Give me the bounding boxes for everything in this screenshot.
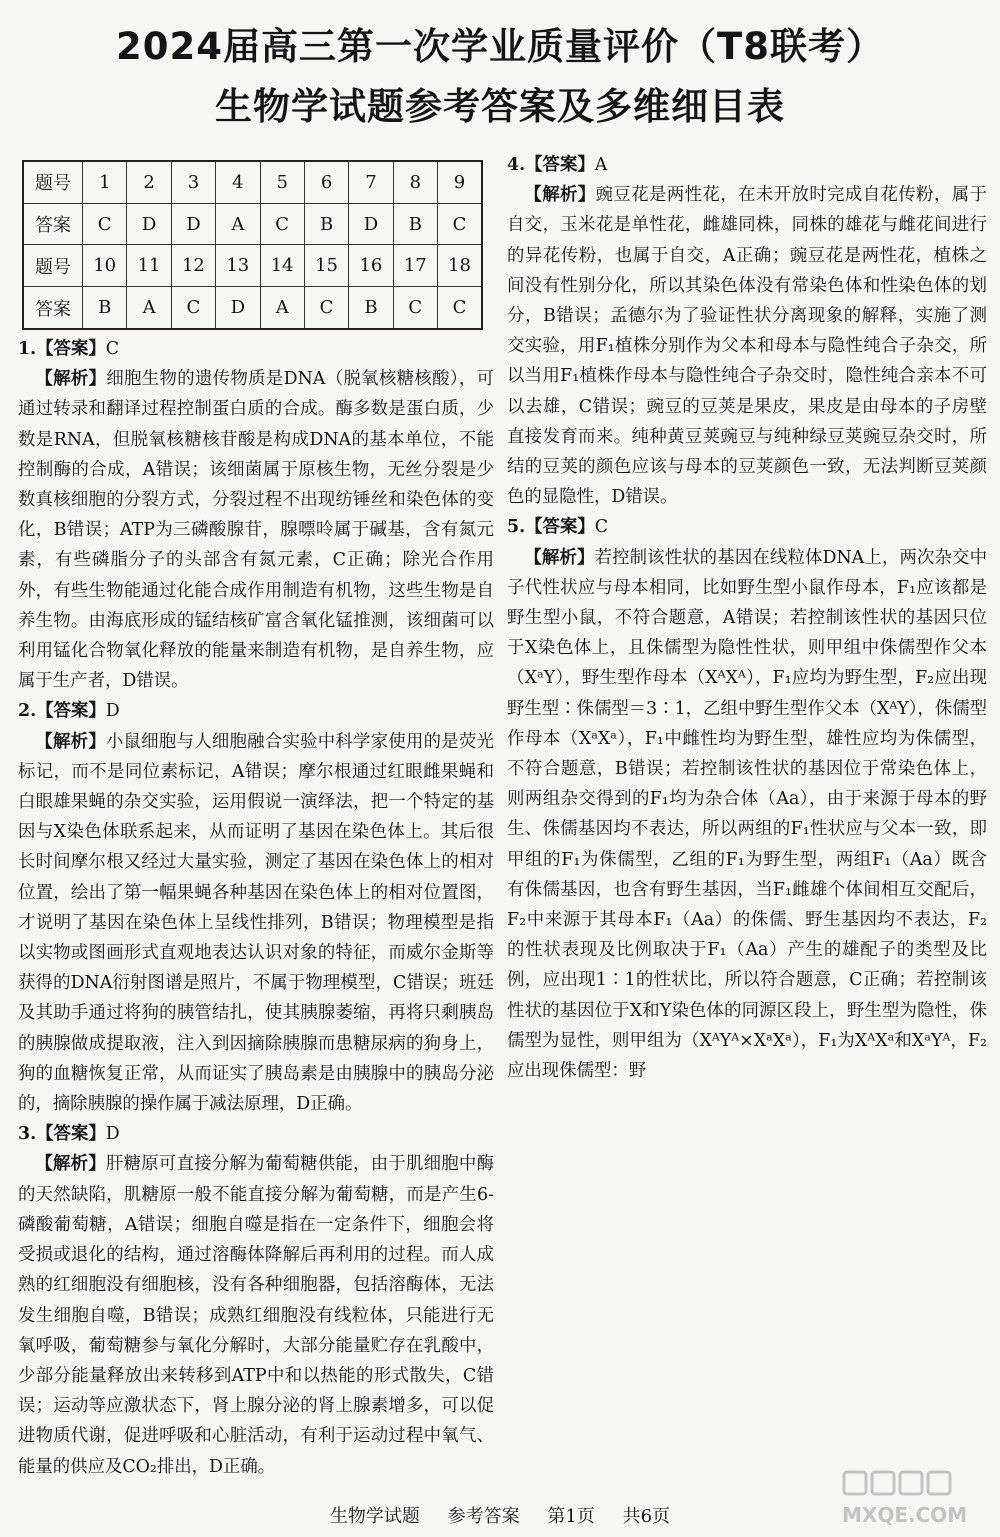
question-number: 16	[349, 245, 393, 287]
question-number: 17	[393, 245, 437, 287]
answer-cell: D	[127, 203, 171, 245]
table-row	[23, 245, 482, 287]
analysis-label: 【解析】	[524, 547, 595, 568]
question-number: 4	[216, 161, 260, 203]
answer-cell: C	[304, 287, 348, 329]
question-number: 2	[127, 161, 171, 203]
page-title-line2: 生物学试题参考答案及多维细目表	[215, 85, 785, 128]
question-header	[507, 512, 987, 542]
question-number: 12	[171, 245, 215, 287]
footer-subject: 生物学试题	[329, 1506, 420, 1527]
answer-cell: C	[438, 287, 483, 329]
analysis-label: 【解析】	[35, 731, 106, 752]
question-number: 6	[304, 161, 348, 203]
answer-cell: D	[216, 287, 260, 329]
answer-cell: A	[260, 287, 304, 329]
footer-doc: 参考答案	[447, 1506, 520, 1527]
answer-cell: C	[83, 203, 127, 245]
page-title-line1: 2024届高三第一次学业质量评价（T8联考）	[116, 25, 884, 68]
answer-label: 【答案】	[525, 155, 595, 175]
answer-cell: C	[171, 287, 215, 329]
row-label-answer: 答案	[23, 287, 83, 329]
question-number: 14	[260, 245, 304, 287]
question-number: 7	[349, 161, 393, 203]
table-row	[23, 203, 482, 245]
left-column	[18, 334, 494, 1482]
question-header	[507, 150, 987, 180]
answer-cell: D	[349, 203, 393, 245]
answer-value: C	[594, 517, 609, 538]
answer-cell: B	[349, 287, 393, 329]
answer-label: 【答案】	[36, 701, 106, 722]
answer-cell: C	[393, 287, 437, 329]
question-number: 15	[304, 245, 348, 287]
answer-value: D	[105, 1124, 120, 1145]
watermark-text: MXQE.COM	[842, 1503, 968, 1527]
question-number: 11	[127, 245, 171, 287]
analysis-paragraph	[18, 727, 494, 1120]
table-row	[23, 161, 482, 203]
analysis-label: 【解析】	[35, 1154, 106, 1175]
answer-cell: A	[216, 203, 260, 245]
answer-cell: A	[127, 287, 171, 329]
question-number: 13	[216, 245, 260, 287]
answer-cell: C	[260, 203, 304, 245]
answer-cell: B	[304, 203, 348, 245]
answer-value: C	[105, 339, 120, 359]
answer-cell: B	[393, 203, 437, 245]
analysis-text: 小鼠细胞与人细胞融合实验中科学家使用的是荧光标记，而不是同位素标记，A错误；摩尔根通过红眼雌果蝇和白眼雄果蝇的杂交实验，运用假说一演绎法，把一个特定的基因与X染色体联系起来，从而证明了基因在染色体上。其后很长时间摩尔根又经过大量实验，测定了基因在染色体上的相对位置，绘出了第一幅果蝇各种基因在染色体上的相对位置图，才说明了基因在染色体上呈线性排列，B错误；物理模型是指以实物或图画形式直观地表达认识对象的特征，而威尔金斯等获得的DNA衍射图谱是照片，不属于物理模型，C错误；班廷及其助手通过将狗的胰管结扎，使其胰腺萎缩，再将只剩胰岛的胰腺做成提取液，注入到因摘除胰腺而患糖尿病的狗身上，狗的血糖恢复正常，从而证实了胰岛素是由胰腺中的胰岛分泌的，摘除胰腺的操作属于减法原理，D正确。	[18, 731, 494, 1115]
analysis-paragraph	[18, 1149, 494, 1481]
answer-cell: D	[171, 203, 215, 245]
question-number: 3.	[18, 1124, 37, 1145]
question-number: 18	[438, 245, 483, 287]
analysis-label: 【解析】	[524, 185, 596, 206]
analysis-text: 细胞生物的遗传物质是DNA（脱氧核糖核酸），可通过转录和翻译过程控制蛋白质的合成。酶多数是蛋白质，少数是RNA，但脱氧核糖核苷酸是构成DNA的基本单位，不能控制酶的合成，A错误；该细菌属于原核生物，无丝分裂是少数真核细胞的分裂方式，分裂过程不出现纺锤丝和染色体的变化，B错误；ATP为三磷酸腺苷，腺嘌呤属于碱基，含有氮元素，有些磷脂分子的头部含有氮元素，C正确；除光合作用外，有些生物能通过化能合成作用制造有机物，这些生物是自养生物。由海底形成的锰结核矿富含氧化锰推测，该细菌可以利用锰化合物氧化释放的能量来制造有机物，是自养生物，应属于生产者，D错误。	[18, 369, 494, 692]
question-header	[18, 1119, 494, 1149]
analysis-paragraph	[507, 180, 987, 512]
question-number: 10	[83, 245, 127, 287]
answer-label: 【答案】	[36, 339, 106, 359]
watermark-logo-icon	[838, 1468, 990, 1528]
question-header	[18, 696, 494, 726]
analysis-label: 【解析】	[35, 369, 107, 390]
footer-total: 共6页	[622, 1506, 671, 1527]
analysis-paragraph	[18, 364, 494, 696]
question-number: 1	[83, 161, 127, 203]
question-number: 4.	[507, 155, 526, 175]
question-number: 9	[438, 161, 483, 203]
answer-label: 【答案】	[525, 517, 595, 538]
question-header	[18, 334, 494, 364]
question-number: 3	[171, 161, 215, 203]
row-label-number: 题号	[23, 161, 83, 203]
analysis-text: 肝糖原可直接分解为葡萄糖供能，由于肌细胞中酶的天然缺陷，肌糖原一般不能直接分解为葡萄糖，而是产生6-磷酸葡萄糖，A错误；细胞自噬是指在一定条件下，细胞会将受损或退化的结构，通过溶酶体降解后再利用的过程。而人成熟的红细胞没有细胞核，没有各种细胞器，包括溶酶体，无法发生细胞自噬，B错误；成熟红细胞没有线粒体，只能进行无氧呼吸，葡萄糖参与氧化分解时，大部分能量贮存在乳酸中，少部分能量释放出来转移到ATP中和以热能的形式散失，C错误；运动等应激状态下，肾上腺分泌的肾上腺素增多，可以促进物质代谢，促进呼吸和心脏活动，有利于运动过程中氧气、能量的供应及CO₂排出，D正确。	[18, 1154, 494, 1477]
row-label-answer: 答案	[23, 203, 83, 245]
answer-label: 【答案】	[36, 1124, 106, 1145]
table-row	[23, 287, 482, 329]
answer-cell: C	[438, 203, 483, 245]
question-number: 2.	[18, 701, 37, 722]
analysis-text: 若控制该性状的基因在线粒体DNA上，两次杂交中子代性状应与母本相同，比如野生型小鼠作母本，F₁应该都是野生型小鼠，不符合题意，A错误；若控制该性状的基因只位于X染色体上，且侏儒型为隐性性状，则甲组中侏儒型作父本（XᵃY），野生型作母本（XᴬXᴬ），F₁应均为野生型，F₂应出现野生型∶侏儒型＝3∶1，乙组中野生型作父本（XᴬY），侏儒型作母本（XᵃXᵃ），F₁中雌性均为野生型，雄性应均为侏儒型，不符合题意，B错误；若控制该性状的基因位于常染色体上，则两组杂交得到的F₁均为杂合体（Aa），由于来源于母本的野生、侏儒基因均不表达，所以两组的F₁性状应与父本一致，即甲组的F₁为侏儒型，乙组的F₁为野生型，两组F₁（Aa）既含有侏儒基因，也含有野生基因，当F₁雌雄个体间相互交配后，F₂中来源于其母本F₁（Aa）的侏儒、野生基因均不表达，F₂的性状表现及比例取决于F₁（Aa）产生的雄配子的类型及比例，应出现1∶1的性状比，所以符合题意，C正确；若控制该性状的基因位于X和Y染色体的同源区段上，野生型为隐性，侏儒型为显性，则甲组为（XᴬYᴬ×XᵃXᵃ），F₁为XᴬXᵃ和XᵃYᴬ，F₂应出现侏儒型：野	[507, 547, 987, 1082]
footer-page: 第1页	[547, 1506, 595, 1527]
analysis-paragraph	[507, 543, 987, 1087]
analysis-text: 豌豆花是两性花，在未开放时完成自花传粉，属于自交，玉米花是单性花，雌雄同株，同株的雄花与雌花间进行的异花传粉，也属于自交，A正确；豌豆花是两性花，植株之间没有性别分化，所以其染色体没有常染色体和性染色体的划分，B错误；孟德尔为了验证性状分离现象的解释，实施了测交实验，用F₁植株分别作为父本和母本与隐性纯合子杂交，所以当用F₁植株作母本与隐性纯合子杂交时，隐性纯合亲本不可以去雄，C错误；豌豆的豆荚是果皮，果皮是由母本的子房壁直接发育而来。纯种黄豆荚豌豆与纯种绿豆荚豌豆杂交时，所结的豆荚的颜色应该与母本的豆荚颜色一致，无法判断豆荚颜色的显隐性，D错误。	[507, 185, 987, 508]
answer-value: D	[105, 701, 120, 722]
question-number: 5	[260, 161, 304, 203]
question-number: 5.	[507, 517, 526, 538]
question-number: 8	[393, 161, 437, 203]
question-number: 1.	[18, 339, 37, 359]
row-label-number: 题号	[23, 245, 83, 287]
answer-table	[22, 160, 483, 330]
answer-cell: B	[83, 287, 127, 329]
answer-value: A	[594, 155, 608, 175]
right-column	[507, 150, 987, 1086]
